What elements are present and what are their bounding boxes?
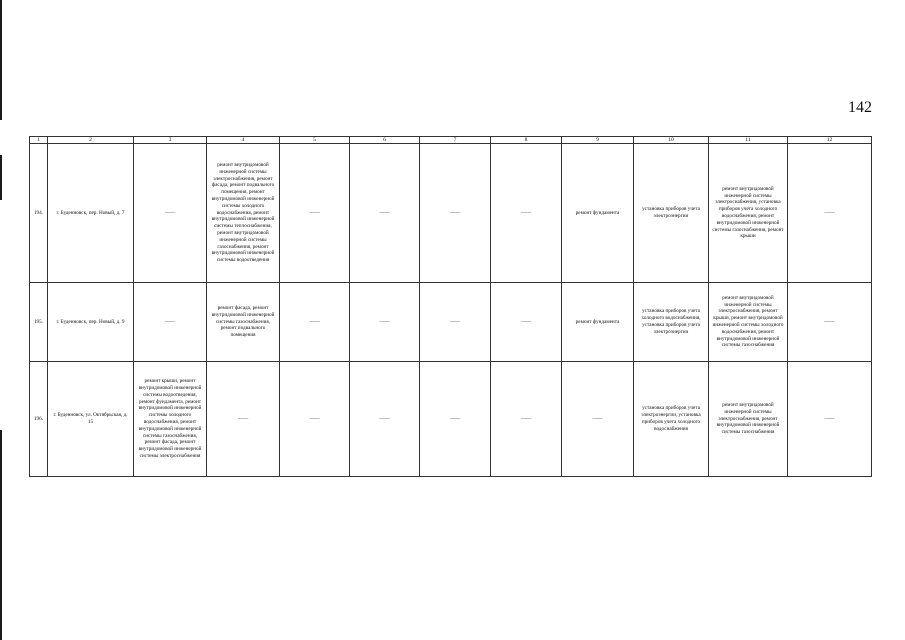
cell-col5: ——	[280, 362, 350, 477]
cell-col4: ремонт внутридомовой инженерной системы электроснабжения, ремонт фасада, ремонт подвального помещения, ремонт внутридомовой инженерной системы холодного водоснабжения, ремонт внутридомовой инженерной системы теплоснабжения, ремонт внутридомовой инженерной системы газоснабжения, ремонт внутридомовой инженерной системы водоотведения	[207, 144, 280, 283]
column-number-row	[30, 137, 872, 144]
column-header: 7	[420, 137, 491, 144]
cell-col11: ремонт внутридомовой инженерной системы электроснабжения, установка приборов учета холодного водоснабжения, ремонт внутридомовой инженерной системы газоснабжения, ремонт крыши	[709, 144, 788, 283]
cell-col11: ремонт внутридомовой инженерной системы электроснабжения, ремонт крыши, ремонт внутридомовой инженерной системы холодного водоснабжения, ремонт внутридомовой инженерной системы газоснабжения	[709, 283, 788, 362]
column-header: 3	[134, 137, 207, 144]
column-header: 8	[491, 137, 562, 144]
cell-col7: ——	[420, 283, 491, 362]
cell-col8: ——	[491, 144, 562, 283]
column-header: 2	[48, 137, 134, 144]
cell-col10: установка приборов учета электроэнергии	[634, 144, 709, 283]
cell-col3: ——	[134, 144, 207, 283]
page-number: 142	[848, 99, 872, 116]
row-address: г. Буденновск, пер. Новый, д. 7	[48, 144, 134, 283]
column-header: 1	[30, 137, 48, 144]
cell-col8: ——	[491, 362, 562, 477]
cell-col4: ——	[207, 362, 280, 477]
repair-register-table	[29, 136, 872, 477]
scan-edge-line	[0, 430, 2, 640]
row-address: г. Буденновск, пер. Новый, д. 9	[48, 283, 134, 362]
cell-col5: ——	[280, 144, 350, 283]
cell-col10: установка приборов учета холодного водоснабжения, установка приборов учета электроэнергии	[634, 283, 709, 362]
column-header: 4	[207, 137, 280, 144]
cell-col10: установка приборов учета электроэнергии, установка приборов учета холодного водоснабжения	[634, 362, 709, 477]
cell-col9: ремонт фундамента	[562, 283, 634, 362]
cell-col3: ——	[134, 283, 207, 362]
cell-col11: ремонт внутридомовой инженерной системы электроснабжения, ремонт внутридомовой инженерной системы газоснабжения	[709, 362, 788, 477]
cell-col6: ——	[350, 144, 420, 283]
row-address: г. Буденновск, ул. Октябрьская, д. 15	[48, 362, 134, 477]
cell-col7: ——	[420, 144, 491, 283]
table-row	[30, 362, 872, 477]
cell-col8: ——	[491, 283, 562, 362]
table-row	[30, 283, 872, 362]
scan-edge-line	[0, 155, 2, 200]
cell-col3: ремонт крыши, ремонт внутридомовой инженерной системы водоотведения, ремонт фундамента, ремонт внутридомовой инженерной системы холодного водоснабжения, ремонт внутридомовой инженерной системы газоснабжения, ремонт фасада, ремонт внутридомовой инженерной системы электроснабжения	[134, 362, 207, 477]
scan-edge-line	[0, 0, 2, 120]
row-number: 194.	[30, 144, 48, 283]
cell-col9: ——	[562, 362, 634, 477]
column-header: 5	[280, 137, 350, 144]
cell-col6: ——	[350, 362, 420, 477]
column-header: 6	[350, 137, 420, 144]
column-header: 10	[634, 137, 709, 144]
cell-col9: ремонт фундамента	[562, 144, 634, 283]
column-header: 12	[788, 137, 872, 144]
table-row	[30, 144, 872, 283]
column-header: 11	[709, 137, 788, 144]
cell-col12: ——	[788, 144, 872, 283]
row-number: 195.	[30, 283, 48, 362]
cell-col4: ремонт фасада, ремонт внутридомовой инженерной системы газоснабжения, ремонт подвального помещения	[207, 283, 280, 362]
row-number: 196.	[30, 362, 48, 477]
cell-col6: ——	[350, 283, 420, 362]
cell-col12: ——	[788, 362, 872, 477]
cell-col5: ——	[280, 283, 350, 362]
cell-col12: ——	[788, 283, 872, 362]
column-header: 9	[562, 137, 634, 144]
cell-col7: ——	[420, 362, 491, 477]
